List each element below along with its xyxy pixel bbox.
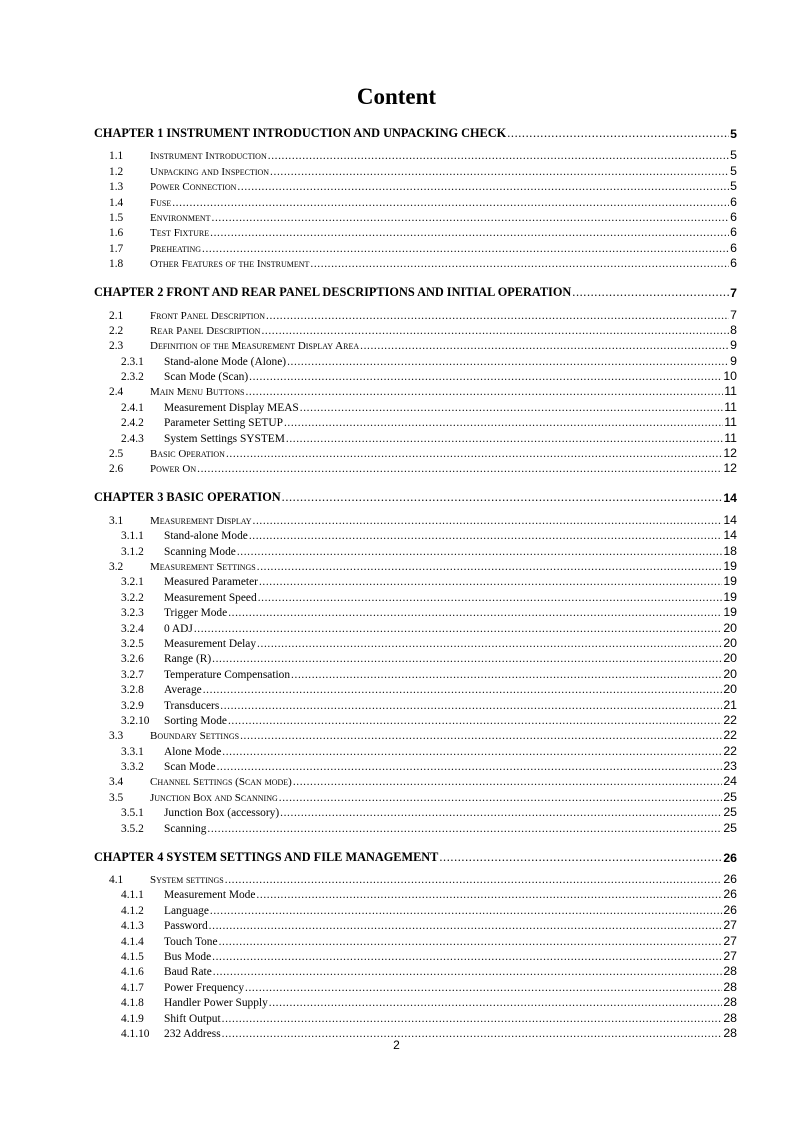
toc-leader-dots <box>217 761 723 773</box>
toc-entry-title: Other Features of the Instrument <box>150 258 310 271</box>
toc-leader-dots <box>572 285 729 300</box>
toc-leader-dots <box>245 386 723 398</box>
toc-entry-page: 28 <box>723 995 737 1010</box>
toc-entry-title: Scanning <box>164 822 207 835</box>
toc-leader-dots <box>261 325 729 337</box>
toc-entry[interactable] <box>94 619 737 634</box>
toc-entry-number: 1.2 <box>109 165 124 178</box>
table-of-contents <box>94 123 737 1040</box>
toc-entry-page: 12 <box>723 446 737 461</box>
toc-entry-title: Touch Tone <box>164 935 218 948</box>
toc-entry-title: Range (R) <box>164 653 212 666</box>
toc-leader-dots <box>268 150 729 162</box>
toc-entry[interactable] <box>94 917 737 932</box>
toc-entry-number: 4.1 <box>109 874 124 887</box>
toc-entry-number: 3.1.2 <box>121 545 144 558</box>
toc-entry-title: Channel Settings (Scan mode) <box>150 776 292 789</box>
toc-entry-page: 7 <box>730 307 737 322</box>
toc-entry-page: 11 <box>724 430 737 445</box>
toc-entry-number: 3.4 <box>109 776 124 789</box>
toc-leader-dots <box>237 181 729 193</box>
toc-chapter-heading[interactable] <box>94 123 737 141</box>
toc-leader-dots <box>249 371 722 383</box>
toc-entry-number: 2.4 <box>109 386 124 399</box>
toc-entry-number: 4.1.3 <box>121 920 144 933</box>
toc-entry-number: 3.2.10 <box>121 714 150 727</box>
toc-entry-number: 4.1.10 <box>121 1027 150 1040</box>
toc-leader-dots <box>213 966 723 978</box>
toc-entry[interactable] <box>94 224 737 239</box>
toc-entry[interactable] <box>94 886 737 901</box>
toc-entry-title: Measurement Display <box>150 514 252 527</box>
toc-entry-title: Bus Mode <box>164 950 212 963</box>
toc-entry-title: Basic Operation <box>150 448 225 461</box>
toc-entry-number: 2.3.2 <box>121 371 144 384</box>
toc-entry-number: 2.3 <box>109 340 124 353</box>
toc-entry-page: 11 <box>724 415 737 430</box>
toc-chapter-heading[interactable] <box>94 487 737 505</box>
toc-entry[interactable] <box>94 573 737 588</box>
toc-entry-title: Stand-alone Mode <box>164 530 248 543</box>
toc-entry-page: 24 <box>723 774 737 789</box>
toc-entry-number: 3.2.9 <box>121 699 144 712</box>
toc-entry[interactable] <box>94 681 737 696</box>
toc-entry-page: 5 <box>730 148 737 163</box>
toc-entry[interactable] <box>94 650 737 665</box>
toc-entry-page: 22 <box>723 712 737 727</box>
toc-entry-title: Junction Box (accessory) <box>164 807 280 820</box>
toc-entry-number: 4.1.5 <box>121 950 144 963</box>
toc-entry-title: Rear Panel Description <box>150 324 261 337</box>
toc-chapter-heading[interactable] <box>94 282 737 300</box>
toc-entry-page: 28 <box>723 1025 737 1040</box>
toc-entry-title: Shift Output <box>164 1012 221 1025</box>
toc-entry[interactable] <box>94 542 737 557</box>
toc-entry[interactable] <box>94 871 737 886</box>
toc-leader-dots <box>228 607 722 619</box>
toc-leader-dots <box>279 792 723 804</box>
toc-entry-page: 28 <box>723 979 737 994</box>
toc-entry-number: 4.1.6 <box>121 966 144 979</box>
toc-entry-title: Average <box>164 684 202 697</box>
toc-entry[interactable] <box>94 819 737 834</box>
toc-leader-dots <box>253 515 723 527</box>
toc-entry[interactable] <box>94 696 737 711</box>
toc-entry[interactable] <box>94 948 737 963</box>
toc-entry-page: 22 <box>723 728 737 743</box>
toc-entry[interactable] <box>94 635 737 650</box>
toc-entry-page: 19 <box>723 558 737 573</box>
toc-leader-dots <box>270 166 729 178</box>
toc-chapter-title: CHAPTER 1 INSTRUMENT INTRODUCTION AND UNPACKING CHECK <box>94 126 507 140</box>
toc-entry[interactable] <box>94 306 737 321</box>
toc-entry-title: Language <box>164 904 209 917</box>
toc-entry-number: 1.7 <box>109 242 124 255</box>
toc-leader-dots <box>293 776 723 788</box>
toc-leader-dots <box>222 1013 723 1025</box>
toc-entry-number: 2.6 <box>109 463 124 476</box>
toc-entry-page: 28 <box>723 964 737 979</box>
toc-entry[interactable] <box>94 788 737 803</box>
toc-leader-dots <box>257 638 722 650</box>
toc-entry[interactable] <box>94 712 737 727</box>
toc-entry[interactable] <box>94 994 737 1009</box>
toc-entry[interactable] <box>94 804 737 819</box>
toc-entry-page: 26 <box>723 887 737 902</box>
toc-leader-dots <box>286 433 723 445</box>
toc-chapter-title: CHAPTER 4 SYSTEM SETTINGS AND FILE MANAGEMENT <box>94 849 439 864</box>
toc-entry[interactable] <box>94 368 737 383</box>
toc-entry-number: 3.5 <box>109 791 124 804</box>
toc-leader-dots <box>220 700 722 712</box>
toc-entry-title: Measurement Speed <box>164 591 257 604</box>
toc-entry[interactable] <box>94 429 737 444</box>
toc-entry[interactable] <box>94 665 737 680</box>
toc-entry-title: Environment <box>150 211 211 224</box>
toc-entry-page: 14 <box>723 512 737 527</box>
toc-entry-page: 28 <box>723 1010 737 1025</box>
toc-entry-title: Scan Mode (Scan) <box>164 371 249 384</box>
toc-leader-dots <box>226 448 722 460</box>
toc-entry-title: Scan Mode <box>164 761 216 774</box>
toc-leader-dots <box>280 807 722 819</box>
toc-leader-dots <box>310 258 729 270</box>
toc-chapter-page: 5 <box>730 127 737 141</box>
toc-entry-title: Transducers <box>164 699 220 712</box>
toc-entry[interactable] <box>94 322 737 337</box>
toc-entry-page: 8 <box>730 322 737 337</box>
toc-entry-number: 1.3 <box>109 181 124 194</box>
toc-entry-title: Test Fixture <box>150 227 210 240</box>
toc-leader-dots <box>507 126 729 141</box>
toc-entry[interactable] <box>94 398 737 413</box>
toc-entry-number: 1.5 <box>109 211 124 224</box>
toc-chapter-title: CHAPTER 2 FRONT AND REAR PANEL DESCRIPTIONS AND INITIAL OPERATION <box>94 285 572 300</box>
toc-entry[interactable] <box>94 978 737 993</box>
toc-entry-number: 1.8 <box>109 258 124 271</box>
toc-entry-page: 6 <box>730 209 737 224</box>
toc-entry-page: 19 <box>723 605 737 620</box>
toc-entry-number: 4.1.1 <box>121 889 144 902</box>
toc-entry-page: 11 <box>724 399 737 414</box>
toc-entry-number: 2.4.2 <box>121 417 144 430</box>
toc-entry[interactable] <box>94 445 737 460</box>
toc-leader-dots <box>300 402 723 414</box>
toc-chapter-page: 26 <box>723 850 737 865</box>
toc-entry-title: Measurement Display MEAS <box>164 401 299 414</box>
toc-leader-dots <box>245 982 722 994</box>
toc-entry-number: 2.5 <box>109 448 124 461</box>
toc-entry-number: 1.6 <box>109 227 124 240</box>
toc-entry-page: 20 <box>723 651 737 666</box>
toc-entry-title: Power Frequency <box>164 981 245 994</box>
toc-entry-number: 4.1.2 <box>121 904 144 917</box>
toc-entry-page: 22 <box>723 743 737 758</box>
toc-entry-number: 3.2.5 <box>121 637 144 650</box>
toc-entry[interactable] <box>94 162 737 177</box>
toc-leader-dots <box>212 951 722 963</box>
toc-leader-dots <box>287 356 729 368</box>
toc-entry[interactable] <box>94 604 737 619</box>
toc-leader-dots <box>207 823 722 835</box>
toc-entry[interactable] <box>94 558 737 573</box>
toc-entry-page: 25 <box>723 820 737 835</box>
toc-entry-title: 0 ADJ <box>164 622 193 635</box>
toc-entry-page: 26 <box>723 902 737 917</box>
toc-entry-number: 3.2.7 <box>121 668 144 681</box>
toc-entry-number: 4.1.7 <box>121 981 144 994</box>
toc-entry-title: Junction Box and Scanning <box>150 791 278 804</box>
toc-entry[interactable] <box>94 511 737 526</box>
toc-entry[interactable] <box>94 255 737 270</box>
toc-entry-number: 2.2 <box>109 324 124 337</box>
toc-leader-dots <box>219 936 723 948</box>
toc-leader-dots <box>291 669 722 681</box>
toc-entry-number: 3.2.1 <box>121 576 144 589</box>
toc-leader-dots <box>259 576 722 588</box>
toc-entry-title: Sorting Mode <box>164 714 227 727</box>
toc-entry-number: 3.5.2 <box>121 822 144 835</box>
toc-entry-title: System settings <box>150 874 224 887</box>
toc-entry-title: Power Connection <box>150 181 237 194</box>
toc-leader-dots <box>210 905 722 917</box>
toc-leader-dots <box>249 530 722 542</box>
toc-entry[interactable] <box>94 742 737 757</box>
toc-entry-page: 12 <box>723 461 737 476</box>
toc-entry-title: Front Panel Description <box>150 309 266 322</box>
toc-entry-page: 25 <box>723 805 737 820</box>
toc-leader-dots <box>269 997 723 1009</box>
toc-chapter <box>94 282 737 475</box>
toc-entry-title: Main Menu Buttons <box>150 386 245 399</box>
toc-entry-page: 20 <box>723 682 737 697</box>
toc-entry[interactable] <box>94 414 737 429</box>
toc-entry-number: 4.1.9 <box>121 1012 144 1025</box>
toc-leader-dots <box>240 730 722 742</box>
toc-entry[interactable] <box>94 932 737 947</box>
toc-entry-page: 26 <box>723 872 737 887</box>
toc-entry-number: 2.3.1 <box>121 355 144 368</box>
toc-leader-dots <box>257 561 723 573</box>
toc-entry-number: 2.4.3 <box>121 432 144 445</box>
toc-entry-page: 10 <box>723 369 737 384</box>
toc-entry-title: Measurement Mode <box>164 889 256 902</box>
toc-entry-title: Preheating <box>150 242 202 255</box>
toc-entry-page: 18 <box>723 543 737 558</box>
page-title: Content <box>356 84 437 109</box>
toc-entry-title: Trigger Mode <box>164 607 228 620</box>
toc-leader-dots <box>210 227 729 239</box>
toc-entry[interactable] <box>94 147 737 162</box>
toc-entry-title: Temperature Compensation <box>164 668 291 681</box>
toc-entry-number: 3.2.2 <box>121 591 144 604</box>
toc-leader-dots <box>237 546 722 558</box>
toc-leader-dots <box>202 243 729 255</box>
toc-entry-page: 20 <box>723 620 737 635</box>
toc-entry-title: System Settings SYSTEM <box>164 432 285 445</box>
toc-entry-title: Boundary Settings <box>150 730 240 743</box>
toc-entry-page: 20 <box>723 666 737 681</box>
toc-leader-dots <box>228 715 722 727</box>
toc-leader-dots <box>284 417 723 429</box>
toc-entry-number: 3.2.6 <box>121 653 144 666</box>
toc-chapter-page: 14 <box>723 491 737 506</box>
toc-entry-number: 1.4 <box>109 196 124 209</box>
toc-leader-dots <box>266 310 729 322</box>
toc-entry-page: 14 <box>723 528 737 543</box>
toc-entry[interactable] <box>94 352 737 367</box>
toc-entry[interactable] <box>94 209 737 224</box>
toc-leader-dots <box>209 920 723 932</box>
toc-entry[interactable] <box>94 758 737 773</box>
toc-chapter <box>94 847 737 1040</box>
toc-entry-number: 3.2 <box>109 560 124 573</box>
toc-entry-title: Unpacking and Inspection <box>150 165 270 178</box>
toc-leader-dots <box>282 490 723 505</box>
toc-entry-page: 9 <box>730 338 737 353</box>
toc-chapter-title: CHAPTER 3 BASIC OPERATION <box>94 490 281 505</box>
toc-leader-dots <box>203 684 723 696</box>
toc-entry[interactable] <box>94 527 737 542</box>
toc-entry-number: 2.4.1 <box>121 401 144 414</box>
toc-entry-title: Baud Rate <box>164 966 212 979</box>
toc-leader-dots <box>212 653 722 665</box>
toc-entry-number: 3.3.1 <box>121 745 144 758</box>
toc-entry-page: 6 <box>730 194 737 209</box>
toc-chapter-heading[interactable] <box>94 847 737 865</box>
toc-entry-page: 19 <box>723 574 737 589</box>
toc-leader-dots <box>197 463 722 475</box>
toc-entry[interactable] <box>94 193 737 208</box>
toc-entry-page: 25 <box>723 789 737 804</box>
toc-entry-page: 11 <box>724 384 737 399</box>
toc-entry-number: 4.1.4 <box>121 935 144 948</box>
toc-entry-title: Measurement Delay <box>164 637 257 650</box>
toc-leader-dots <box>212 212 730 224</box>
toc-entry-title: Stand-alone Mode (Alone) <box>164 355 287 368</box>
toc-leader-dots <box>222 746 722 758</box>
toc-entry-page: 5 <box>730 179 737 194</box>
toc-entry-number: 3.1.1 <box>121 530 144 543</box>
toc-entry[interactable] <box>94 727 737 742</box>
toc-entry[interactable] <box>94 178 737 193</box>
toc-entry-number: 3.3 <box>109 730 124 743</box>
toc-leader-dots <box>360 340 729 352</box>
toc-entry-page: 27 <box>723 933 737 948</box>
toc-leader-dots <box>172 197 729 209</box>
toc-entry[interactable] <box>94 337 737 352</box>
toc-entry-title: Scanning Mode <box>164 545 236 558</box>
toc-entry-title: Instrument Introduction <box>150 150 267 163</box>
toc-entry-page: 27 <box>723 948 737 963</box>
toc-leader-dots <box>258 592 723 604</box>
toc-entry[interactable] <box>94 773 737 788</box>
toc-entry-number: 3.3.2 <box>121 761 144 774</box>
toc-entry[interactable] <box>94 588 737 603</box>
toc-leader-dots <box>225 874 723 886</box>
toc-entry-title: Parameter Setting SETUP <box>164 417 283 430</box>
toc-entry[interactable] <box>94 963 737 978</box>
toc-entry-page: 27 <box>723 918 737 933</box>
toc-entry-title: Alone Mode <box>164 745 222 758</box>
toc-entry-page: 19 <box>723 589 737 604</box>
toc-entry-number: 4.1.8 <box>121 997 144 1010</box>
toc-entry-title: Handler Power Supply <box>164 997 268 1010</box>
toc-entry-title: Measurement Settings <box>150 560 256 573</box>
toc-entry-number: 3.5.1 <box>121 807 144 820</box>
toc-entry-title: Password <box>164 920 208 933</box>
toc-entry-page: 20 <box>723 635 737 650</box>
toc-entry-number: 3.2.8 <box>121 684 144 697</box>
toc-entry-page: 5 <box>730 163 737 178</box>
toc-entry-title: Definition of the Measurement Display Area <box>150 340 360 353</box>
toc-chapter <box>94 487 737 834</box>
toc-entry[interactable] <box>94 1009 737 1024</box>
page-number: 2 <box>393 1038 400 1052</box>
toc-entry-page: 9 <box>730 353 737 368</box>
toc-entry-title: Power On <box>150 463 197 476</box>
toc-entry[interactable] <box>94 239 737 254</box>
toc-entry[interactable] <box>94 383 737 398</box>
toc-entry-page: 23 <box>723 759 737 774</box>
toc-entry-page: 21 <box>723 697 737 712</box>
toc-entry-number: 3.1 <box>109 514 124 527</box>
toc-entry-number: 1.1 <box>109 150 124 163</box>
toc-entry-number: 3.2.3 <box>121 607 144 620</box>
toc-chapter <box>94 123 737 270</box>
toc-entry-number: 2.1 <box>109 309 124 322</box>
toc-leader-dots <box>439 850 722 865</box>
toc-leader-dots <box>194 623 723 635</box>
toc-entry[interactable] <box>94 460 737 475</box>
toc-entry-title: Fuse <box>150 196 172 209</box>
toc-entry-number: 3.2.4 <box>121 622 144 635</box>
toc-entry[interactable] <box>94 901 737 916</box>
toc-entry-title: 232 Address <box>164 1027 221 1040</box>
toc-leader-dots <box>256 889 722 901</box>
toc-entry-page: 6 <box>730 256 737 271</box>
toc-entry-page: 6 <box>730 225 737 240</box>
toc-entry-title: Measured Parameter <box>164 576 258 589</box>
toc-chapter-page: 7 <box>730 286 737 301</box>
toc-entry-page: 6 <box>730 240 737 255</box>
